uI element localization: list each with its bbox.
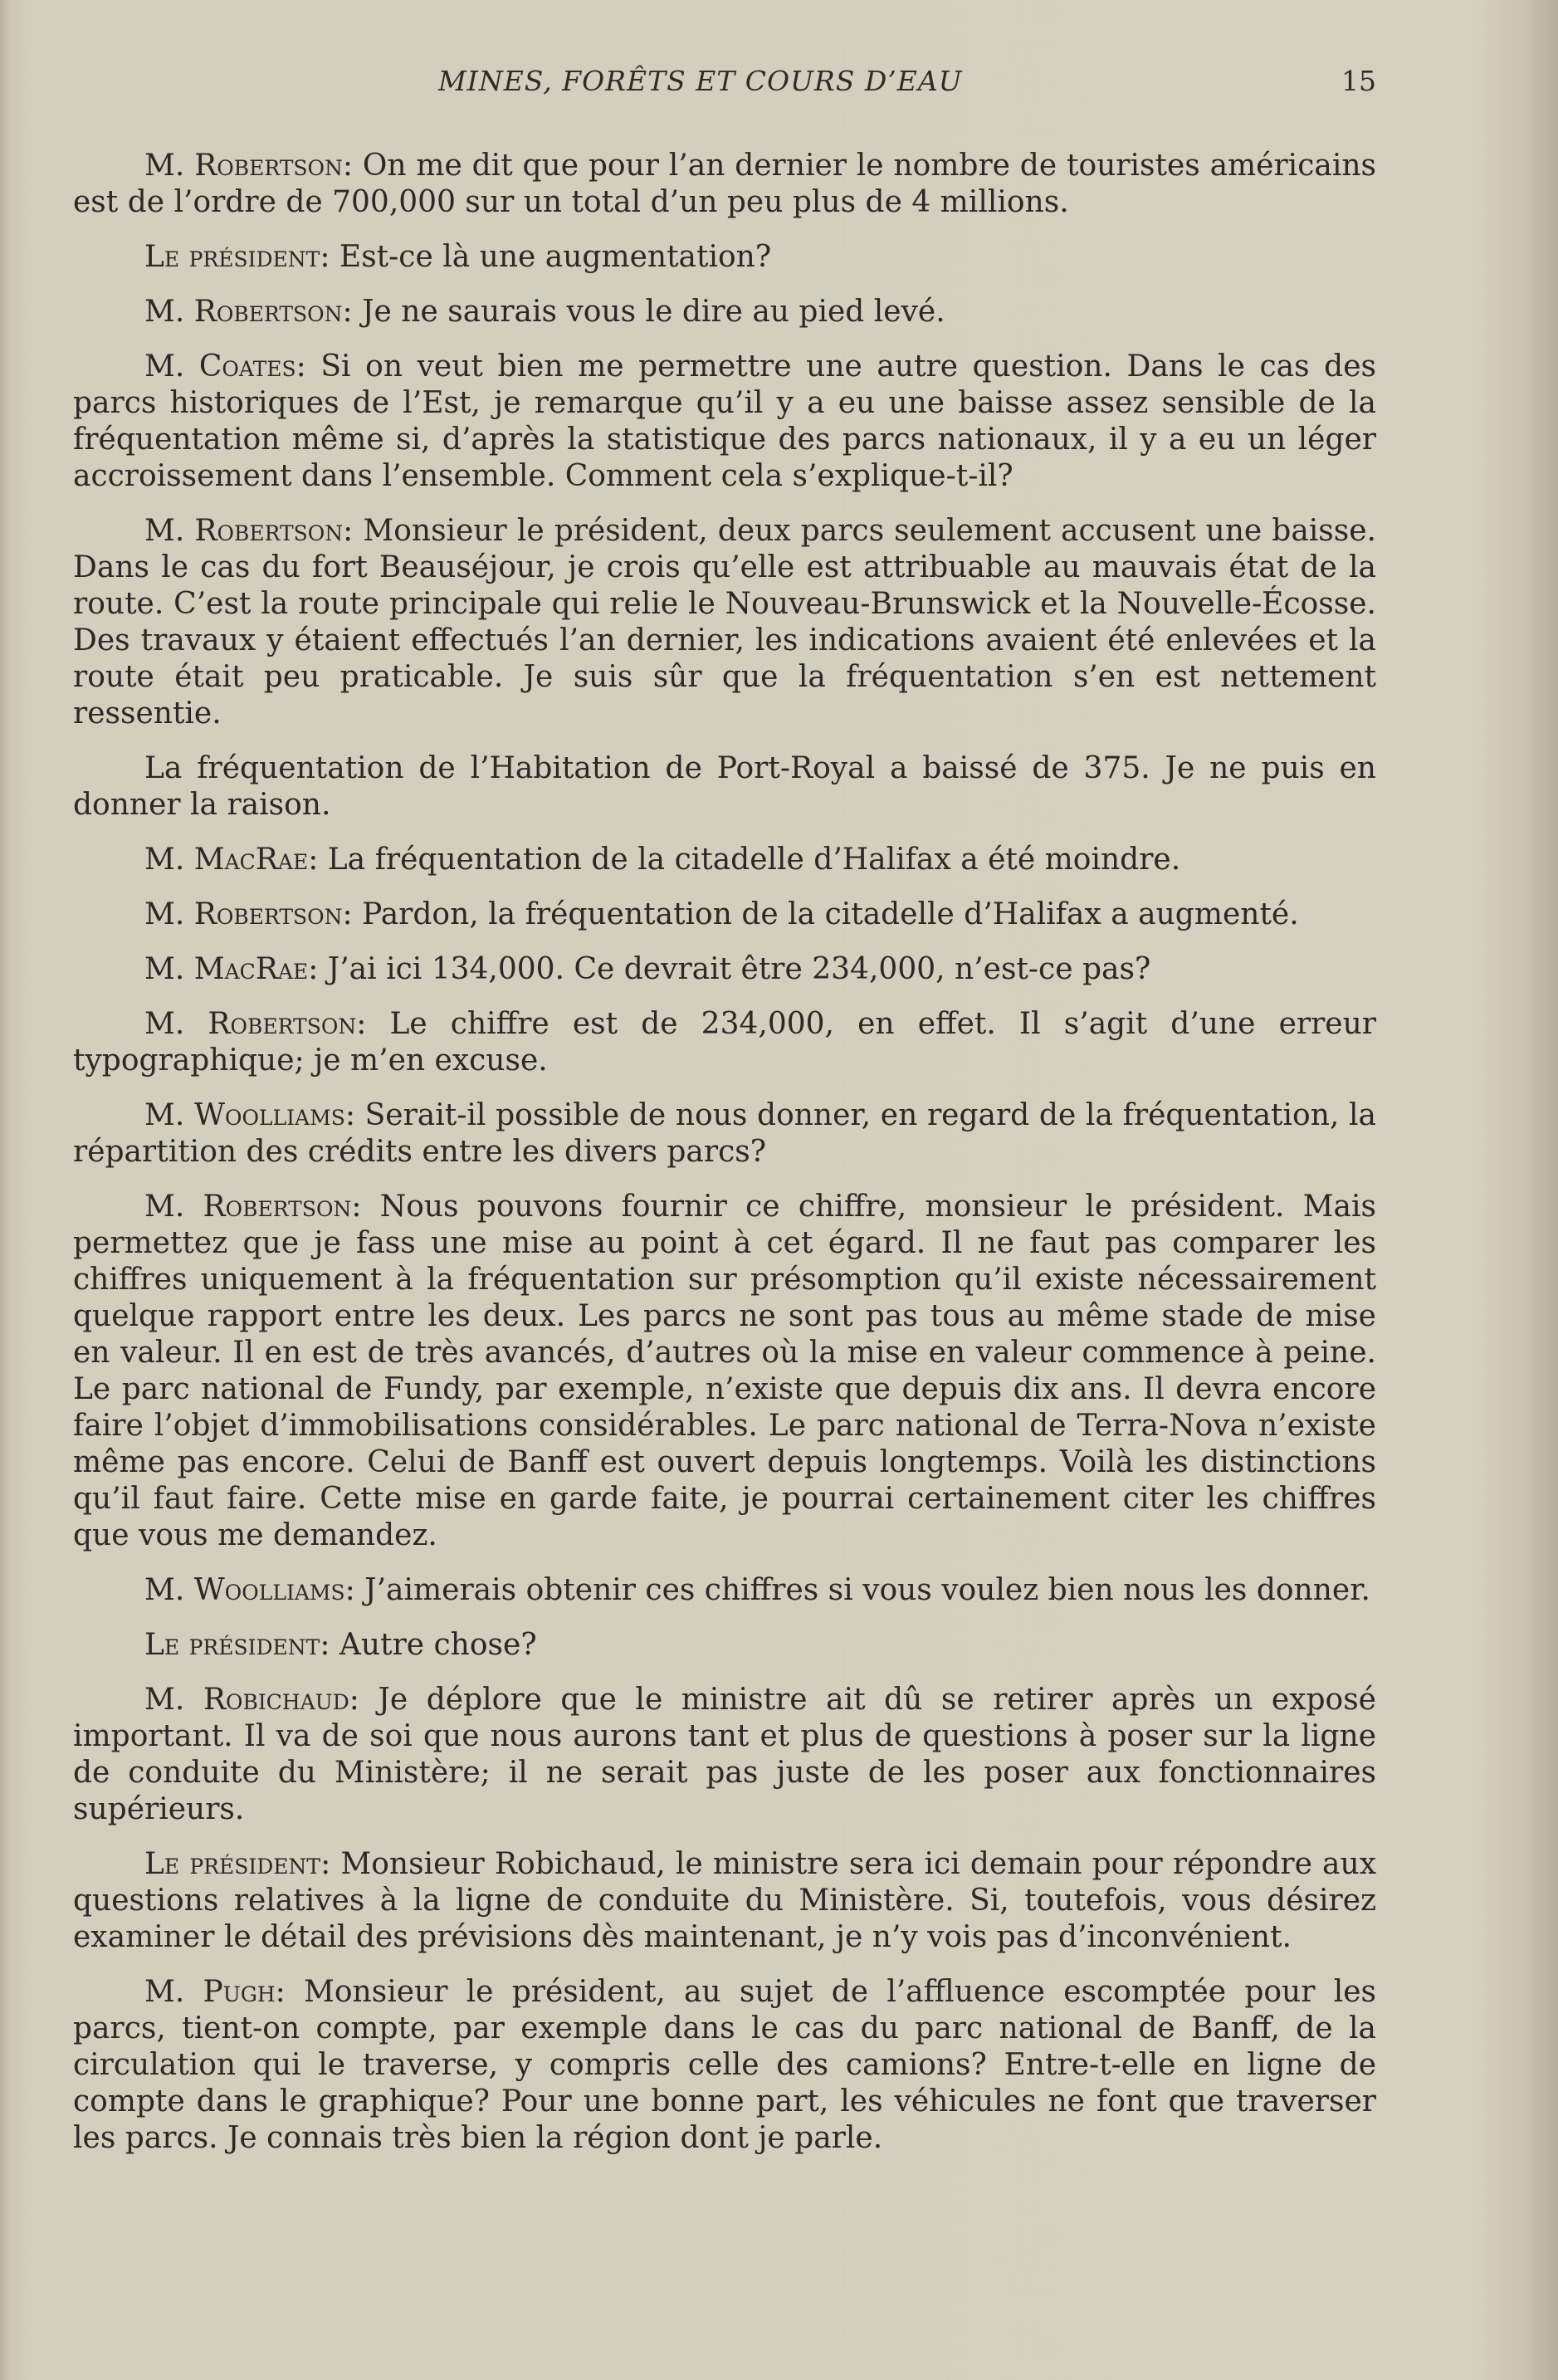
paragraph-text: : Monsieur Robichaud, le ministre sera ici demain pour répondre aux questions relatives à la ligne de conduite du Ministère. Si, toutefois, vous désirez examiner le détail des prévisions dès maintenant, je n’y vois pas d’inconvénient. (73, 1847, 1376, 1954)
speaker-name: M. Robertson (144, 897, 343, 931)
speaker-name: M. Woolliams (144, 1098, 345, 1132)
paragraph-text: : Serait-il possible de nous donner, en regard de la fréquentation, la répartition des crédits entre les divers parcs? (73, 1098, 1376, 1169)
paragraph (73, 239, 1376, 276)
paragraph-text: : Nous pouvons fournir ce chiffre, monsieur le président. Mais permettez que je fass une mise au point à cet égard. Il ne faut pas comparer les chiffres uniquement à la fréquentation sur présomption qu’il existe nécessairement quelque rapport entre les deux. Les parcs ne sont pas tous au même stade de mise en valeur. Il en est de très avancés, d’autres où la mise en valeur commence à peine. Le parc national de Fundy, par exemple, n’existe que depuis dix ans. Il devra encore faire l’objet d’immobilisations considérables. Le parc national de Terra-Nova n’existe même pas encore. Celui de Banff est ouvert depuis longtemps. Voilà les distinctions qu’il faut faire. Cette mise en garde faite, je pourrai certainement citer les chiffres que vous me demandez. (73, 1190, 1376, 1552)
speaker-name: Le président (144, 1847, 321, 1881)
speaker-name: M. Robertson (144, 514, 344, 548)
speaker-name: Le président (144, 1628, 320, 1662)
paragraph-text: : Le chiffre est de 234,000, en effet. Il s’agit d’une erreur typographique; je m’en excuse. (73, 1007, 1376, 1078)
paragraph (73, 750, 1376, 823)
speaker-name: M. Coates (144, 349, 296, 384)
paragraph-text: : J’aimerais obtenir ces chiffres si vous voulez bien nous les donner. (344, 1573, 1370, 1607)
page-number: 15 (1341, 65, 1376, 97)
paragraph (73, 349, 1376, 495)
page-header (73, 65, 1376, 115)
paragraph (73, 1846, 1376, 1956)
speaker-name: M. Robichaud (144, 1683, 349, 1717)
paragraph-text: : Est-ce là une augmentation? (320, 240, 772, 274)
speaker-name: M. Robertson (144, 149, 343, 183)
paragraph (73, 897, 1376, 933)
transcript-body (73, 148, 1376, 2175)
speaker-name: M. Robertson (144, 1190, 352, 1224)
paragraph (73, 1974, 1376, 2157)
paragraph-text: : La fréquentation de la citadelle d’Halifax a été moindre. (308, 843, 1181, 877)
speaker-name: M. MacRae (144, 843, 309, 877)
paragraph (73, 842, 1376, 878)
paragraph (73, 1097, 1376, 1170)
speaker-name: M. Robertson (144, 295, 343, 329)
paragraph (73, 1627, 1376, 1664)
paragraph (73, 1682, 1376, 1828)
paragraph-text: : Autre chose? (320, 1628, 537, 1662)
paragraph-text: : Si on veut bien me permettre une autre question. Dans le cas des parcs historiques de l’Est, je remarque qu’il y a eu une baisse assez sensible de la fréquentation même si, d’après la statistique des parcs nationaux, il y a eu un léger accroissement dans l’ensemble. Comment cela s’explique-t-il? (73, 349, 1376, 493)
paragraph-text: : Monsieur le président, deux parcs seulement accusent une baisse. Dans le cas du fort Beauséjour, je crois qu’elle est attribuable au mauvais état de la route. C’est la route principale qui relie le Nouveau-Brunswick et la Nouvelle-Écosse. Des travaux y étaient effectués l’an dernier, les indications avaient été enlevées et la route était peu praticable. Je suis sûr que la fréquentation s’en est nettement ressentie. (73, 514, 1376, 731)
running-title: MINES, FORÊTS ET COURS D’EAU (438, 65, 963, 97)
paragraph-text: : Je déplore que le ministre ait dû se retirer après un exposé important. Il va de soi que nous aurons tant et plus de questions à poser sur la ligne de conduite du Ministère; il ne serait pas juste de les poser aux fonctionnaires supérieurs. (73, 1683, 1376, 1826)
paragraph (73, 294, 1376, 330)
speaker-name: Le président (144, 240, 320, 274)
speaker-name: M. MacRae (144, 952, 309, 986)
paragraph (73, 1006, 1376, 1079)
paragraph-text: : J’ai ici 134,000. Ce devrait être 234,000, n’est-ce pas? (308, 952, 1151, 986)
paragraph (73, 148, 1376, 221)
paragraph (73, 513, 1376, 732)
paragraph-text: : Je ne saurais vous le dire au pied levé. (342, 295, 945, 329)
paragraph (73, 951, 1376, 988)
paragraph (73, 1189, 1376, 1554)
paragraph-text: : Pardon, la fréquentation de la citadelle d’Halifax a augmenté. (342, 897, 1299, 931)
paragraph-text: : On me dit que pour l’an dernier le nombre de touristes américains est de l’ordre de 700,000 sur un total d’un peu plus de 4 millions. (73, 149, 1376, 219)
speaker-name: M. Robertson (144, 1007, 357, 1041)
paragraph-text: La fréquentation de l’Habitation de Port-Royal a baissé de 375. Je ne puis en donner la raison. (73, 751, 1376, 822)
speaker-name: M. Pugh (144, 1975, 276, 2009)
speaker-name: M. Woolliams (144, 1573, 345, 1607)
paragraph-text: : Monsieur le président, au sujet de l’affluence escomptée pour les parcs, tient-on compte, par exemple dans le cas du parc national de Banff, de la circulation qui le traverse, y compris celle des camions? Entre-t-elle en ligne de compte dans le graphique? Pour une bonne part, les véhicules ne font que traverser les parcs. Je connais très bien la région dont je parle. (73, 1975, 1376, 2155)
paragraph (73, 1572, 1376, 1609)
